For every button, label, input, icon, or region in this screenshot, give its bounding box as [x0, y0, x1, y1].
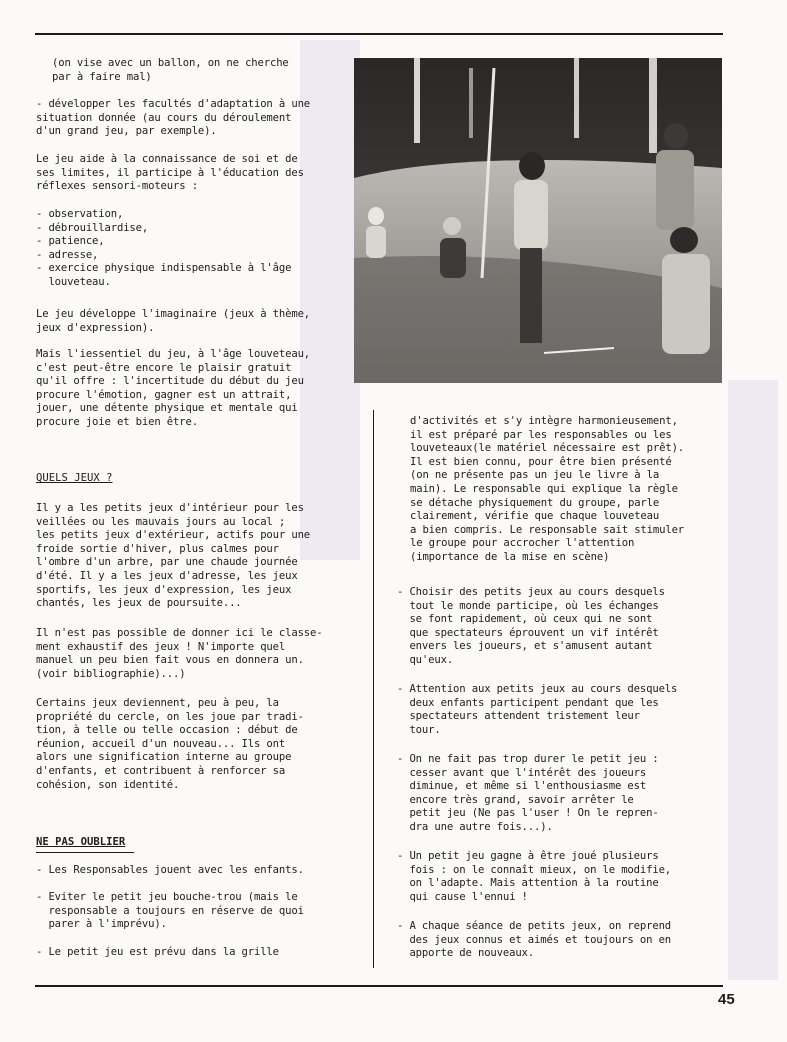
section-heading-ne-pas-oublier: NE PAS OUBLIER [36, 836, 126, 848]
show-through-tint-right [728, 380, 778, 980]
reminder-3: - Le petit jeu est prévu dans la grille [36, 946, 279, 958]
tip-5: - A chaque séance de petits jeux, on reprend des jeux connus et aimés et toujours on en apporte de nouveaux. [397, 920, 672, 960]
property-paragraph: Certains jeux deviennent, peu à peu, la propriété du cercle, on les joue par tradi- tion, à telle ou telle occasion : début de réunion, accueil d'un nouveau... Ils ont alors une signification interne au groupe d'enfants, et contribuent à renforcer sa cohésion, son identité. [36, 697, 304, 791]
kinds-paragraph: Il y a les petits jeux d'intérieur pour les veillées ou les mauvais jours au local ; les petits jeux d'extérieur, actifs pour une froide sortie d'hiver, plus calmes pour l'ombre d'un arbre, par une chaude journée d'été. Il y a les jeux d'adresse, les jeux sportifs, les jeux d'expression, les jeux chantés, les jeux de poursuite... [36, 502, 311, 610]
intro-continuation: (on vise avec un ballon, on ne cherche par à faire mal) [52, 57, 289, 83]
column-divider [373, 410, 374, 968]
section-heading-quels-jeux: QUELS JEUX ? [36, 472, 113, 484]
reminder-1: - Les Responsables jouent avec les enfants. [36, 864, 304, 876]
self-knowledge-paragraph: Le jeu aide à la connaissance de soi et de ses limites, il participe à l'éducation des réflexes sensori-moteurs : [36, 153, 304, 193]
adaptation-item: - développer les facultés d'adaptation à une situation donnée (au cours du déroulement d'un grand jeu, par exemple). [36, 98, 311, 138]
section-underline-rule [36, 852, 134, 853]
tip-2: - Attention aux petits jeux au cours desquels deux enfants participent pendant que les spectateurs attendent tristement leur tour. [397, 683, 678, 736]
reminder-2: - Eviter le petit jeu bouche-trou (mais le responsable a toujours en réserve de quoi parer à l'imprévu). [36, 891, 304, 931]
bottom-rule [35, 985, 723, 987]
pleasure-paragraph: Mais l'iessentiel du jeu, à l'âge louveteau, c'est peut-être encore le plaisir gratuit qu'il offre : l'incertitude du début du jeu procure l'émotion, gagner est un attrait, jouer, une détente physique et mentale qui procure joie et bien être. [36, 348, 311, 428]
skills-list: - observation, - débrouillardise, - patience, - adresse, - exercice physique indispensable à l'âge louveteau. [36, 208, 292, 288]
tip-4: - Un petit jeu gagne à être joué plusieurs fois : on le connaît mieux, on le modifie, on l'adapte. Mais attention à la routine qui cause l'ennui ! [397, 850, 672, 903]
imaginary-paragraph: Le jeu développe l'imaginaire (jeux à thème, jeux d'expression). [36, 308, 311, 334]
continuation-paragraph: d'activités et s'y intègre harmonieusement, il est préparé par les responsables ou les louveteaux(le matériel nécessaire est prêt). Il est bien connu, pour être bien présenté (on ne présente pas un jeu le livre à la main). Le responsable qui explique la règle se détache physiquement du groupe, parle clairement, vérifie que chaque louveteau a bien compris. Le responsable sait stimuler le groupe pour accrocher l'attention (importance de la mise en scène) [410, 415, 685, 563]
page-number: 45 [718, 991, 735, 1008]
tip-1: - Choisir des petits jeux au cours desquels tout le monde participe, où les échanges se font rapidement, où ceux qui ne sont que spectateurs éprouvent un vif intérêt envers les joueurs, et s'amusent autant qu'eux. [397, 586, 665, 666]
classification-paragraph: Il n'est pas possible de donner ici le classe- ment exhaustif des jeux ! N'importe quel manuel un peu bien fait vous en donnera un. (voir bibliographie)...) [36, 627, 323, 680]
top-rule [35, 33, 723, 35]
tip-3: - On ne fait pas trop durer le petit jeu : cesser avant que l'intérêt des joueurs diminue, et même si l'enthousiasme est encore très grand, savoir arrêter le petit jeu (Ne pas l'user ! On le repren- dra une autre fois...). [397, 753, 659, 833]
photo-children-playing [354, 58, 722, 383]
